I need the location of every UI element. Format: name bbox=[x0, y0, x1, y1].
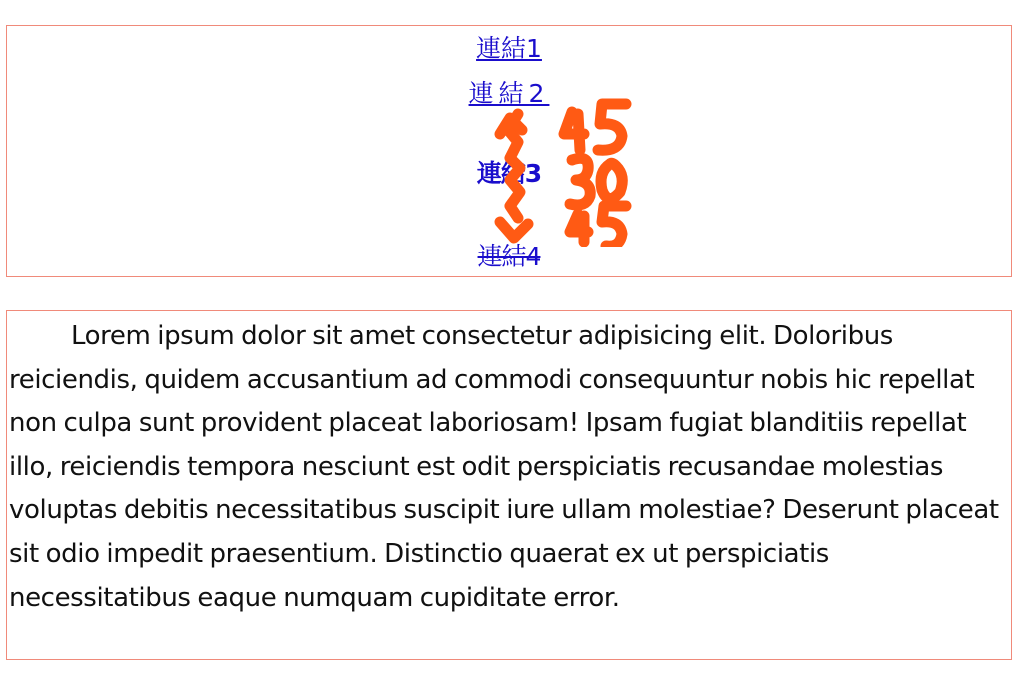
link-3[interactable]: 連結3 bbox=[476, 159, 542, 188]
link-2[interactable]: 連結2 bbox=[468, 79, 550, 108]
link-4[interactable]: 連結4 bbox=[477, 242, 541, 271]
link-1[interactable]: 連結1 bbox=[476, 34, 542, 63]
links-box bbox=[6, 25, 1012, 277]
text-box bbox=[6, 310, 1012, 660]
lorem-paragraph: Lorem ipsum dolor sit amet consectetur adipisicing elit. Doloribus reiciendis, quidem accusantium ad commodi consequuntur nobis hic repellat non culpa sunt provident placeat laboriosam! Ipsam fugiat blanditiis repellat illo, reiciendis tempora nesciunt est odit perspiciatis recusandae molestias voluptas debitis necessitatibus suscipit iure ullam molestiae? Deserunt placeat sit odio impedit praesentium. Distinctio quaerat ex ut perspiciatis necessitatibus eaque numquam cupiditate error. bbox=[9, 321, 999, 613]
